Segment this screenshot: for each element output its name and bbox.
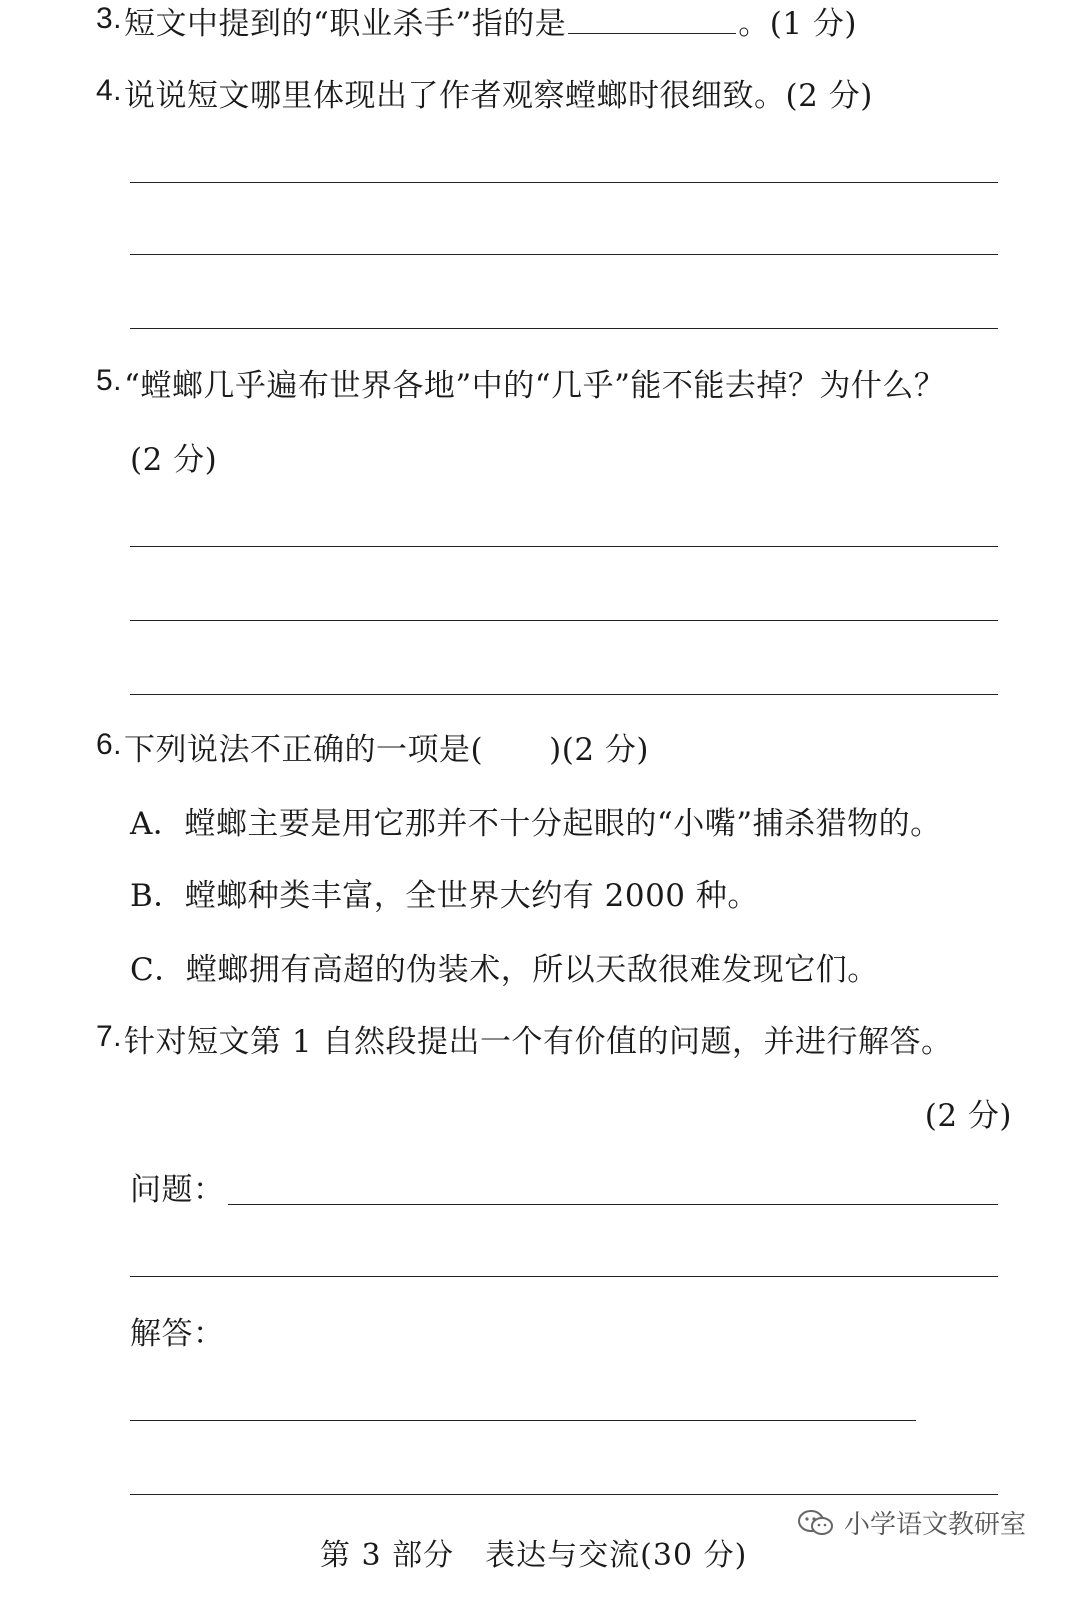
- answer-line[interactable]: [130, 620, 998, 621]
- answer-line[interactable]: [130, 182, 998, 183]
- question-6: [96, 730, 649, 771]
- question-5: [96, 366, 945, 407]
- option-c: C．螳螂拥有高超的伪装术，所以天敌很难发现它们。: [130, 952, 879, 988]
- question-3-score: 。(1 分): [738, 6, 857, 42]
- question-7: [96, 1022, 952, 1063]
- answer-line[interactable]: [130, 546, 998, 547]
- question-5-score: (2 分): [130, 442, 218, 478]
- watermark-text: 小学语文教研室: [844, 1510, 1027, 1540]
- question-label: 问题：: [130, 1172, 225, 1208]
- question-5-text: “螳螂几乎遍布世界各地”中的“几乎”能不能去掉？为什么？: [124, 368, 946, 404]
- question-4-text: 说说短文哪里体现出了作者观察螳螂时很细致。(2 分): [124, 78, 873, 114]
- question-answer-line[interactable]: [228, 1204, 998, 1205]
- question-number: 4.: [96, 74, 123, 107]
- answer-line[interactable]: [130, 1494, 998, 1495]
- answer-line[interactable]: [130, 328, 998, 329]
- option-a: A．螳螂主要是用它那并不十分起眼的“小嘴”捕杀猎物的。: [130, 806, 942, 842]
- question-7-text: 针对短文第 1 自然段提出一个有价值的问题，并进行解答。: [124, 1024, 953, 1060]
- question-number: 5.: [96, 364, 123, 397]
- answer-line[interactable]: [130, 1276, 998, 1277]
- answer-label: 解答：: [130, 1316, 225, 1352]
- answer-line[interactable]: [130, 694, 998, 695]
- question-3: [96, 4, 857, 45]
- question-3-text: 短文中提到的“职业杀手”指的是: [124, 6, 567, 42]
- question-number: 6.: [96, 728, 123, 761]
- fill-in-blank[interactable]: [568, 7, 736, 34]
- answer-line[interactable]: [130, 254, 998, 255]
- question-7-score: (2 分): [924, 1098, 1012, 1134]
- question-number: 3.: [96, 2, 123, 35]
- answer-line[interactable]: [130, 1420, 916, 1421]
- watermark: [796, 1504, 1026, 1541]
- question-6-text: 下列说法不正确的一项是(: [124, 732, 484, 768]
- question-4: [96, 76, 873, 117]
- wechat-icon: [796, 1508, 836, 1538]
- section-title: 第 3 部分 表达与交流(30 分): [320, 1538, 748, 1573]
- option-b: B．螳螂种类丰富，全世界大约有 2000 种。: [130, 878, 759, 914]
- question-number: 7.: [96, 1020, 123, 1053]
- question-6-score: )(2 分): [549, 732, 649, 768]
